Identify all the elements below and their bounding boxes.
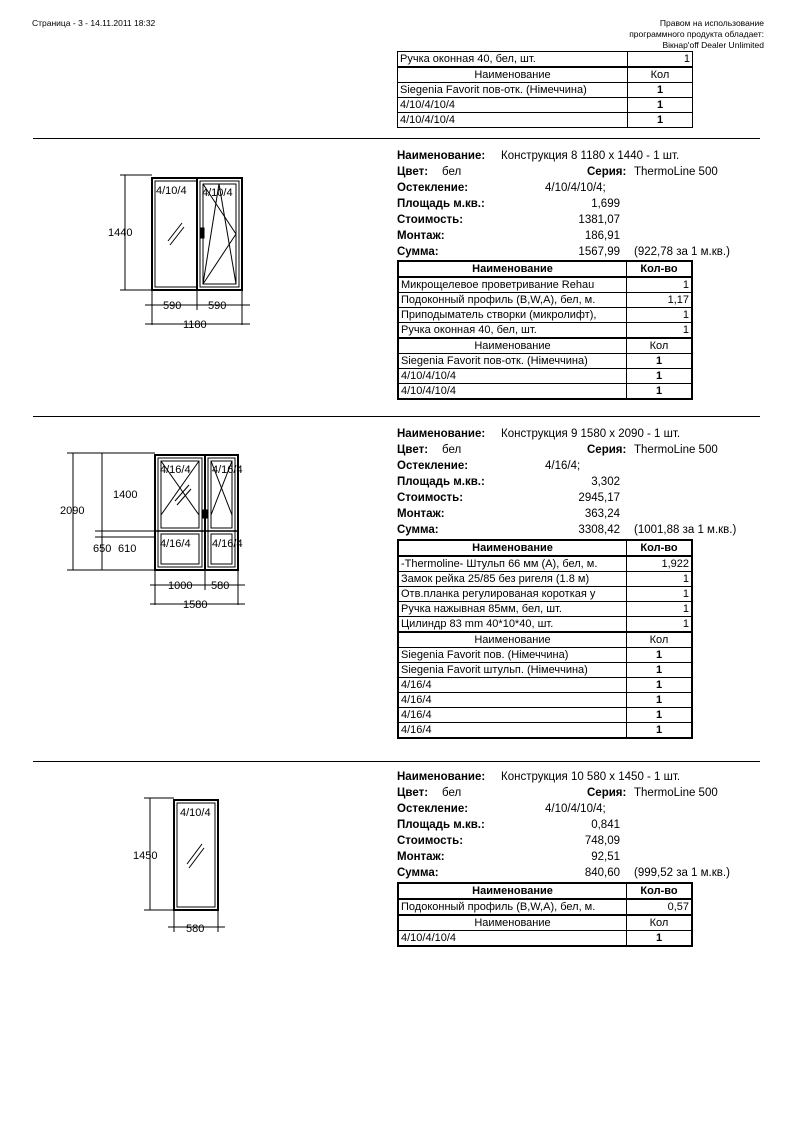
item-name: Микрощелевое проветривание Rehau: [398, 277, 627, 293]
item-name: Отв.планка регулированая короткая у: [398, 587, 627, 602]
mount-value: 92,51: [591, 851, 620, 863]
series-label: Серия:: [587, 787, 627, 799]
table-header: [398, 540, 692, 556]
color-value: бел: [442, 166, 462, 178]
area-value: 0,841: [591, 819, 620, 831]
table-row: [398, 384, 692, 400]
col-qty-header: Кол: [627, 915, 693, 931]
dim-height: 1440: [108, 227, 133, 239]
construction-8-drawing: [100, 165, 260, 335]
rights-notice: [629, 18, 764, 51]
dim-width-right: 580: [211, 580, 230, 592]
dim-height: 1450: [133, 850, 158, 862]
item-qty: 1: [627, 617, 693, 633]
mount-value: 186,91: [584, 230, 620, 242]
dim-height-mid: 610: [118, 543, 137, 555]
table-header: [398, 67, 693, 83]
table-row: [398, 308, 692, 323]
table-header: [398, 338, 692, 354]
col-qty-header: Кол: [627, 632, 693, 648]
table-row: [398, 354, 692, 369]
mount-value: 363,24: [584, 508, 620, 520]
construction-8-info: [397, 148, 757, 260]
item-name: 4/10/4/10/4: [398, 113, 628, 128]
separator: [33, 416, 760, 417]
sum-value: 1567,99: [578, 246, 620, 258]
dim-height: 2090: [60, 505, 85, 517]
item-qty: 1,922: [627, 556, 693, 572]
table-row: [398, 98, 693, 113]
table-row: [398, 678, 692, 693]
per-m2: (999,52 за 1 м.кв.): [634, 867, 730, 879]
dim-width-right: 590: [208, 300, 227, 312]
mount-label: Монтаж:: [397, 230, 445, 242]
glass-label: 4/10/4: [202, 187, 233, 199]
series-value: ThermoLine 500: [634, 166, 718, 178]
dim-width: 580: [186, 923, 205, 935]
name-label: Наименование:: [397, 428, 486, 440]
item-name: 4/16/4: [398, 708, 627, 723]
dim-width-total: 1180: [183, 319, 207, 331]
item-qty: 1: [627, 323, 693, 339]
item-name: Siegenia Favorit пов. (Німеччина): [398, 648, 627, 663]
table-header: [398, 632, 692, 648]
glazing-label: Остекление:: [397, 803, 469, 815]
item-qty: 1: [627, 308, 693, 323]
sum-value: 840,60: [584, 867, 620, 879]
glazing-label: Остекление:: [397, 182, 469, 194]
col-qty-header: Кол-во: [627, 540, 693, 556]
table-row: [398, 693, 692, 708]
name-label: Наименование:: [397, 150, 486, 162]
series-value: ThermoLine 500: [634, 787, 718, 799]
table-row: [398, 83, 693, 98]
item-qty: 1: [627, 277, 693, 293]
table-header: [398, 883, 692, 899]
color-value: бел: [442, 787, 462, 799]
table-row: [398, 323, 692, 339]
item-name: Ручка нажывная 85мм, бел, шт.: [398, 602, 627, 617]
col-name-header: Наименование: [398, 67, 628, 83]
item-name: 4/10/4/10/4: [398, 369, 627, 384]
dim-width-left: 1000: [168, 580, 193, 592]
item-name: Siegenia Favorit пов-отк. (Німеччина): [398, 354, 627, 369]
col-name-header: Наименование: [398, 632, 627, 648]
item-qty: 1: [628, 113, 693, 128]
table-row: [398, 277, 692, 293]
per-m2: (922,78 за 1 м.кв.): [634, 246, 730, 258]
sum-value: 3308,42: [578, 524, 620, 536]
glazing-label: Остекление:: [397, 460, 469, 472]
rights-line-1: Правом на использование: [659, 18, 764, 28]
cost-label: Стоимость:: [397, 214, 464, 226]
item-qty: 1: [627, 708, 693, 723]
glass-label: 4/10/4: [156, 185, 187, 197]
series-value: ThermoLine 500: [634, 444, 718, 456]
glass-label: 4/16/4: [212, 538, 243, 550]
construction-title: Конструкция 9 1580 x 2090 - 1 шт.: [501, 428, 681, 440]
construction-8-table: [397, 260, 693, 400]
col-name-header: Наименование: [398, 338, 627, 354]
glazing-value: 4/10/4/10/4;: [545, 182, 606, 194]
color-label: Цвет:: [397, 787, 429, 799]
col-name-header: Наименование: [398, 883, 627, 899]
table-row: [398, 293, 692, 308]
mount-label: Монтаж:: [397, 508, 445, 520]
area-label: Площадь м.кв.:: [397, 198, 485, 210]
cost-value: 1381,07: [578, 214, 620, 226]
col-name-header: Наименование: [398, 261, 627, 277]
item-qty: 1: [627, 587, 693, 602]
rights-line-3: Вікнар'off Dealer Unlimited: [662, 40, 764, 50]
item-name: 4/10/4/10/4: [398, 384, 627, 400]
table-row: [398, 708, 692, 723]
construction-title: Конструкция 10 580 x 1450 - 1 шт.: [501, 771, 681, 783]
glass-label: 4/16/4: [160, 464, 191, 476]
col-name-header: Наименование: [398, 540, 627, 556]
glass-label: 4/16/4: [212, 464, 243, 476]
item-qty: 1: [627, 369, 693, 384]
color-label: Цвет:: [397, 166, 429, 178]
cost-value: 748,09: [584, 835, 620, 847]
table-row: [398, 899, 692, 915]
glazing-value: 4/10/4/10/4;: [545, 803, 606, 815]
table-row: [398, 648, 692, 663]
item-qty: 1: [627, 354, 693, 369]
item-qty: 0,57: [627, 899, 693, 915]
sum-label: Сумма:: [397, 246, 439, 258]
series-label: Серия:: [587, 444, 627, 456]
dim-height-bottom: 650: [93, 543, 112, 555]
carryover-table: [397, 51, 693, 128]
item-name: Siegenia Favorit пов-отк. (Німеччина): [398, 83, 628, 98]
series-label: Серия:: [587, 166, 627, 178]
col-qty-header: Кол-во: [627, 883, 693, 899]
area-value: 3,302: [591, 476, 620, 488]
table-row: [398, 572, 692, 587]
item-qty: 1: [627, 648, 693, 663]
item-qty: 1: [627, 572, 693, 587]
table-row: [398, 52, 693, 68]
item-name: Цилиндр 83 mm 40*10*40, шт.: [398, 617, 627, 633]
item-qty: 1: [627, 663, 693, 678]
construction-10-info: [397, 769, 757, 881]
area-value: 1,699: [591, 198, 620, 210]
item-name: 4/16/4: [398, 693, 627, 708]
name-label: Наименование:: [397, 771, 486, 783]
item-name: Siegenia Favorit штульп. (Німеччина): [398, 663, 627, 678]
table-row: [398, 113, 693, 128]
col-name-header: Наименование: [398, 915, 627, 931]
table-row: [398, 617, 692, 633]
cost-label: Стоимость:: [397, 835, 464, 847]
table-row: [398, 663, 692, 678]
mount-label: Монтаж:: [397, 851, 445, 863]
per-m2: (1001,88 за 1 м.кв.): [634, 524, 737, 536]
sum-label: Сумма:: [397, 524, 439, 536]
cost-label: Стоимость:: [397, 492, 464, 504]
construction-9-drawing: [55, 445, 255, 615]
item-qty: 1: [627, 931, 693, 947]
construction-9-table: [397, 539, 693, 739]
item-name: 4/10/4/10/4: [398, 98, 628, 113]
table-header: [398, 915, 692, 931]
sum-label: Сумма:: [397, 867, 439, 879]
col-qty-header: Кол: [628, 67, 693, 83]
separator: [33, 761, 760, 762]
table-row: [398, 723, 692, 739]
color-label: Цвет:: [397, 444, 429, 456]
item-qty: 1: [627, 693, 693, 708]
dim-width-left: 590: [163, 300, 182, 312]
construction-10-drawing: [130, 790, 240, 940]
dim-width-total: 1580: [183, 599, 208, 611]
item-qty: 1: [627, 678, 693, 693]
construction-title: Конструкция 8 1180 x 1440 - 1 шт.: [501, 150, 680, 162]
glazing-value: 4/16/4;: [545, 460, 581, 472]
glass-label: 4/16/4: [160, 538, 191, 550]
item-name: 4/16/4: [398, 678, 627, 693]
glass-label: 4/10/4: [180, 807, 211, 819]
table-row: [398, 602, 692, 617]
table-header: [398, 261, 692, 277]
separator: [33, 138, 760, 139]
item-name: 4/10/4/10/4: [398, 931, 627, 947]
item-name: Замок рейка 25/85 без ригеля (1.8 м): [398, 572, 627, 587]
item-name: Ручка оконная 40, бел, шт.: [398, 323, 627, 339]
item-name: Подоконный профиль (B,W,A), бел, м.: [398, 293, 627, 308]
table-row: [398, 931, 692, 947]
item-qty: 1: [628, 83, 693, 98]
cost-value: 2945,17: [578, 492, 620, 504]
color-value: бел: [442, 444, 462, 456]
item-qty: 1: [627, 384, 693, 400]
table-row: [398, 369, 692, 384]
table-row: [398, 587, 692, 602]
construction-9-info: [397, 426, 757, 538]
page-header: Страница - 3 - 14.11.2011 18:32: [32, 18, 156, 28]
item-qty: 1: [627, 602, 693, 617]
item-qty: 1: [628, 98, 693, 113]
item-name: -Thermoline- Штульп 66 мм (А), бел, м.: [398, 556, 627, 572]
dim-height-top: 1400: [113, 489, 138, 501]
col-qty-header: Кол: [627, 338, 693, 354]
item-qty: 1: [628, 52, 693, 68]
item-qty: 1,17: [627, 293, 693, 308]
col-qty-header: Кол-во: [627, 261, 693, 277]
construction-10-table: [397, 882, 693, 947]
table-row: [398, 556, 692, 572]
item-qty: 1: [627, 723, 693, 739]
item-name: Приподыматель створки (микролифт),: [398, 308, 627, 323]
item-name: Ручка оконная 40, бел, шт.: [398, 52, 628, 68]
item-name: Подоконный профиль (B,W,A), бел, м.: [398, 899, 627, 915]
area-label: Площадь м.кв.:: [397, 819, 485, 831]
item-name: 4/16/4: [398, 723, 627, 739]
rights-line-2: программного продукта обладает:: [629, 29, 764, 39]
area-label: Площадь м.кв.:: [397, 476, 485, 488]
